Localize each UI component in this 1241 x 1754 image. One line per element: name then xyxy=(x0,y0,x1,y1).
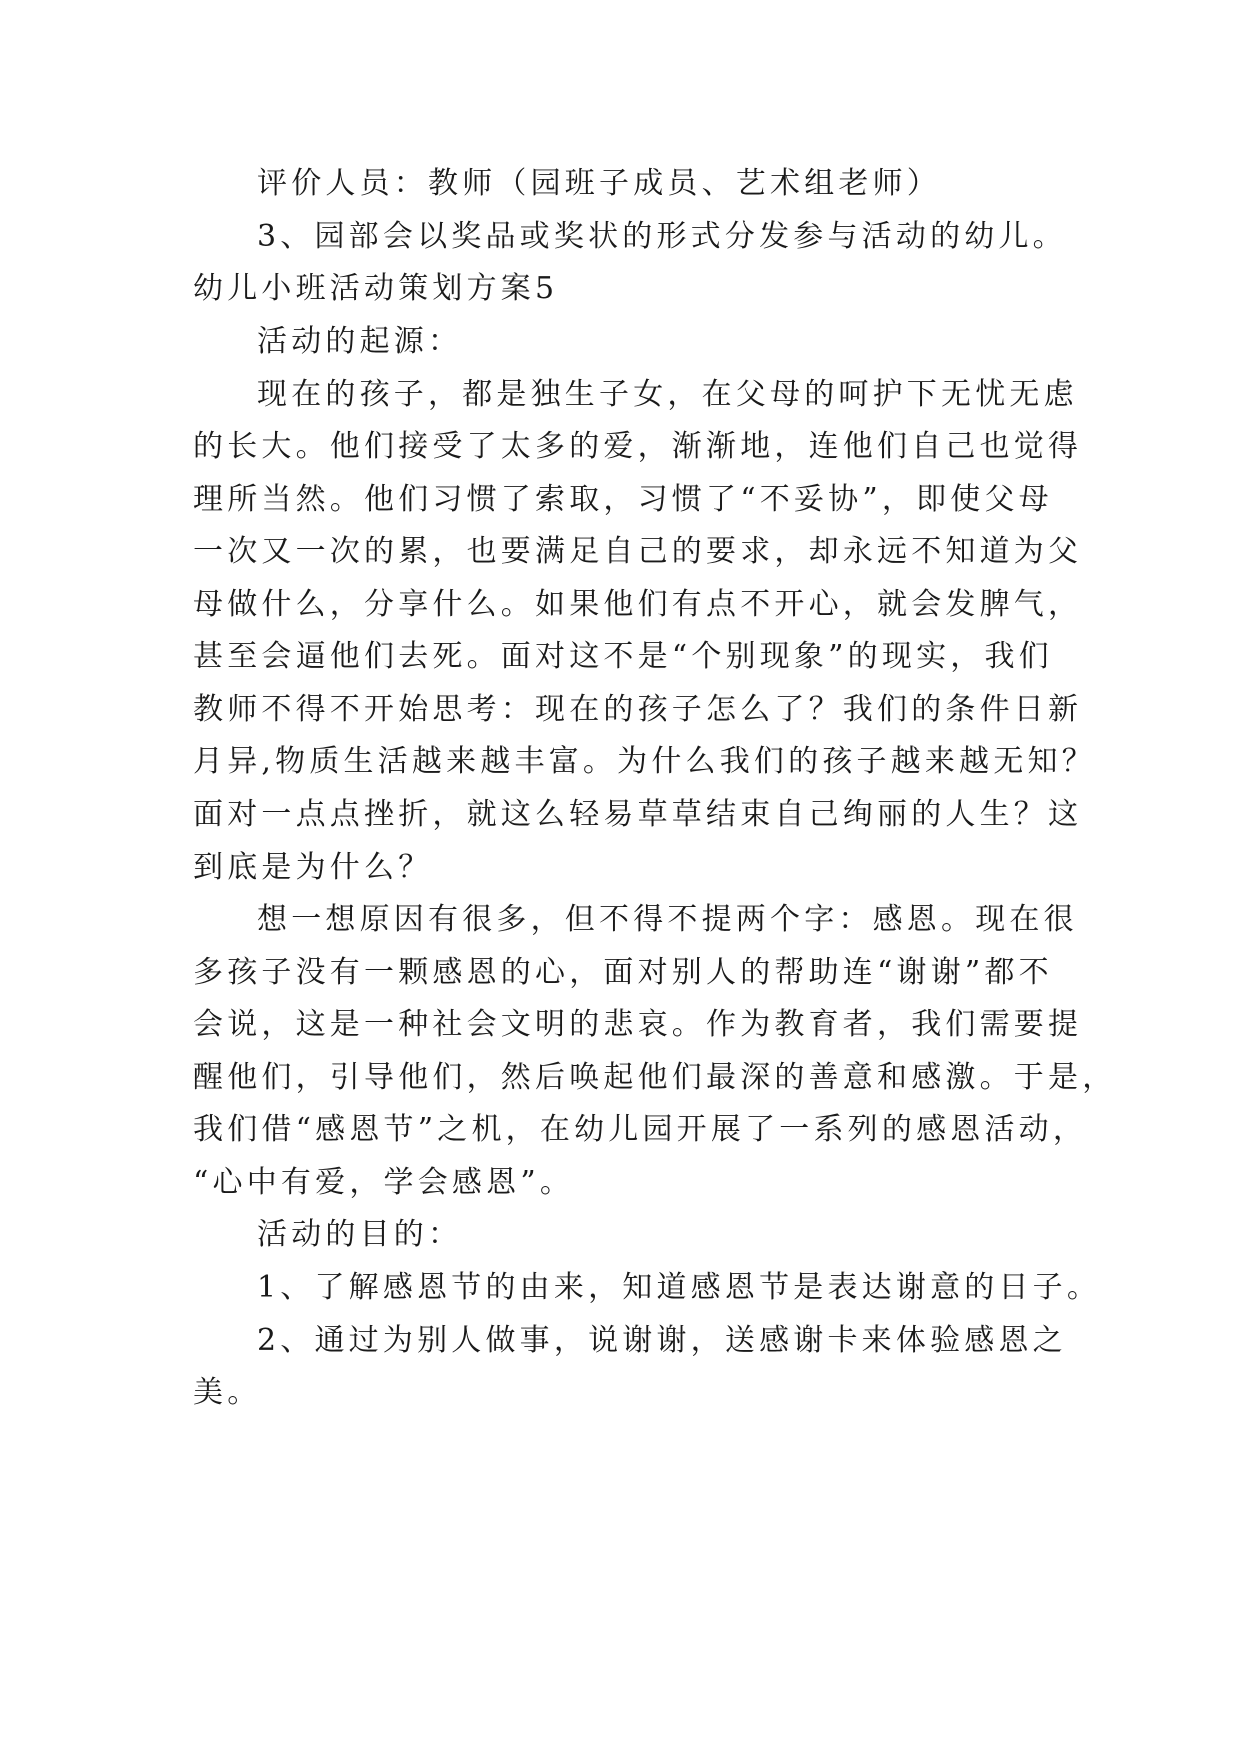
paragraph-line: 现在的孩子，都是独生子女，在父母的呵护下无忧无虑 xyxy=(257,377,1078,412)
award-line: 3、园部会以奖品或奖状的形式分发参与活动的幼儿。 xyxy=(257,219,1067,254)
paragraph-line: 多孩子没有一颗感恩的心，面对别人的帮助连“谢谢”都不 xyxy=(193,955,1053,990)
subheading-purpose: 活动的目的： xyxy=(257,1217,463,1252)
paragraph-line: 甚至会逼他们去死。面对这不是“个别现象”的现实，我们 xyxy=(193,639,1053,674)
paragraph-line: 想一想原因有很多，但不得不提两个字：感恩。现在很 xyxy=(257,902,1078,937)
evaluators-line: 评价人员：教师（园班子成员、艺术组老师） xyxy=(257,166,941,201)
paragraph-line: 教师不得不开始思考：现在的孩子怎么了？我们的条件日新 xyxy=(193,692,1083,727)
paragraph-line: 到底是为什么？ xyxy=(193,850,433,885)
paragraph-line: 的长大。他们接受了太多的爱，渐渐地，连他们自己也觉得 xyxy=(193,429,1083,464)
list-item: 1、了解感恩节的由来，知道感恩节是表达谢意的日子。 xyxy=(257,1270,1102,1305)
section-heading: 幼儿小班活动策划方案5 xyxy=(193,271,559,306)
paragraph-line: 母做什么，分享什么。如果他们有点不开心，就会发脾气， xyxy=(193,587,1083,622)
paragraph-line: “心中有爱，学会感恩”。 xyxy=(193,1165,575,1200)
paragraph-line: 我们借“感恩节”之机，在幼儿园开展了一系列的感恩活动， xyxy=(193,1112,1088,1147)
list-item-continuation: 美。 xyxy=(193,1375,262,1410)
paragraph-line: 月异,物质生活越来越丰富。为什么我们的孩子越来越无知？ xyxy=(193,744,1096,779)
paragraph-line: 面对一点点挫折，就这么轻易草草结束自己绚丽的人生？这 xyxy=(193,797,1083,832)
paragraph-line: 会说，这是一种社会文明的悲哀。作为教育者，我们需要提 xyxy=(193,1007,1083,1042)
paragraph-line: 理所当然。他们习惯了索取，习惯了“不妥协”，即使父母 xyxy=(193,482,1053,517)
paragraph-line: 醒他们，引导他们，然后唤起他们最深的善意和感激。于是， xyxy=(193,1060,1117,1095)
paragraph-line: 一次又一次的累，也要满足自己的要求，却永远不知道为父 xyxy=(193,534,1083,569)
subheading-origin: 活动的起源： xyxy=(257,324,463,359)
list-item: 2、通过为别人做事，说谢谢，送感谢卡来体验感恩之 xyxy=(257,1323,1067,1358)
